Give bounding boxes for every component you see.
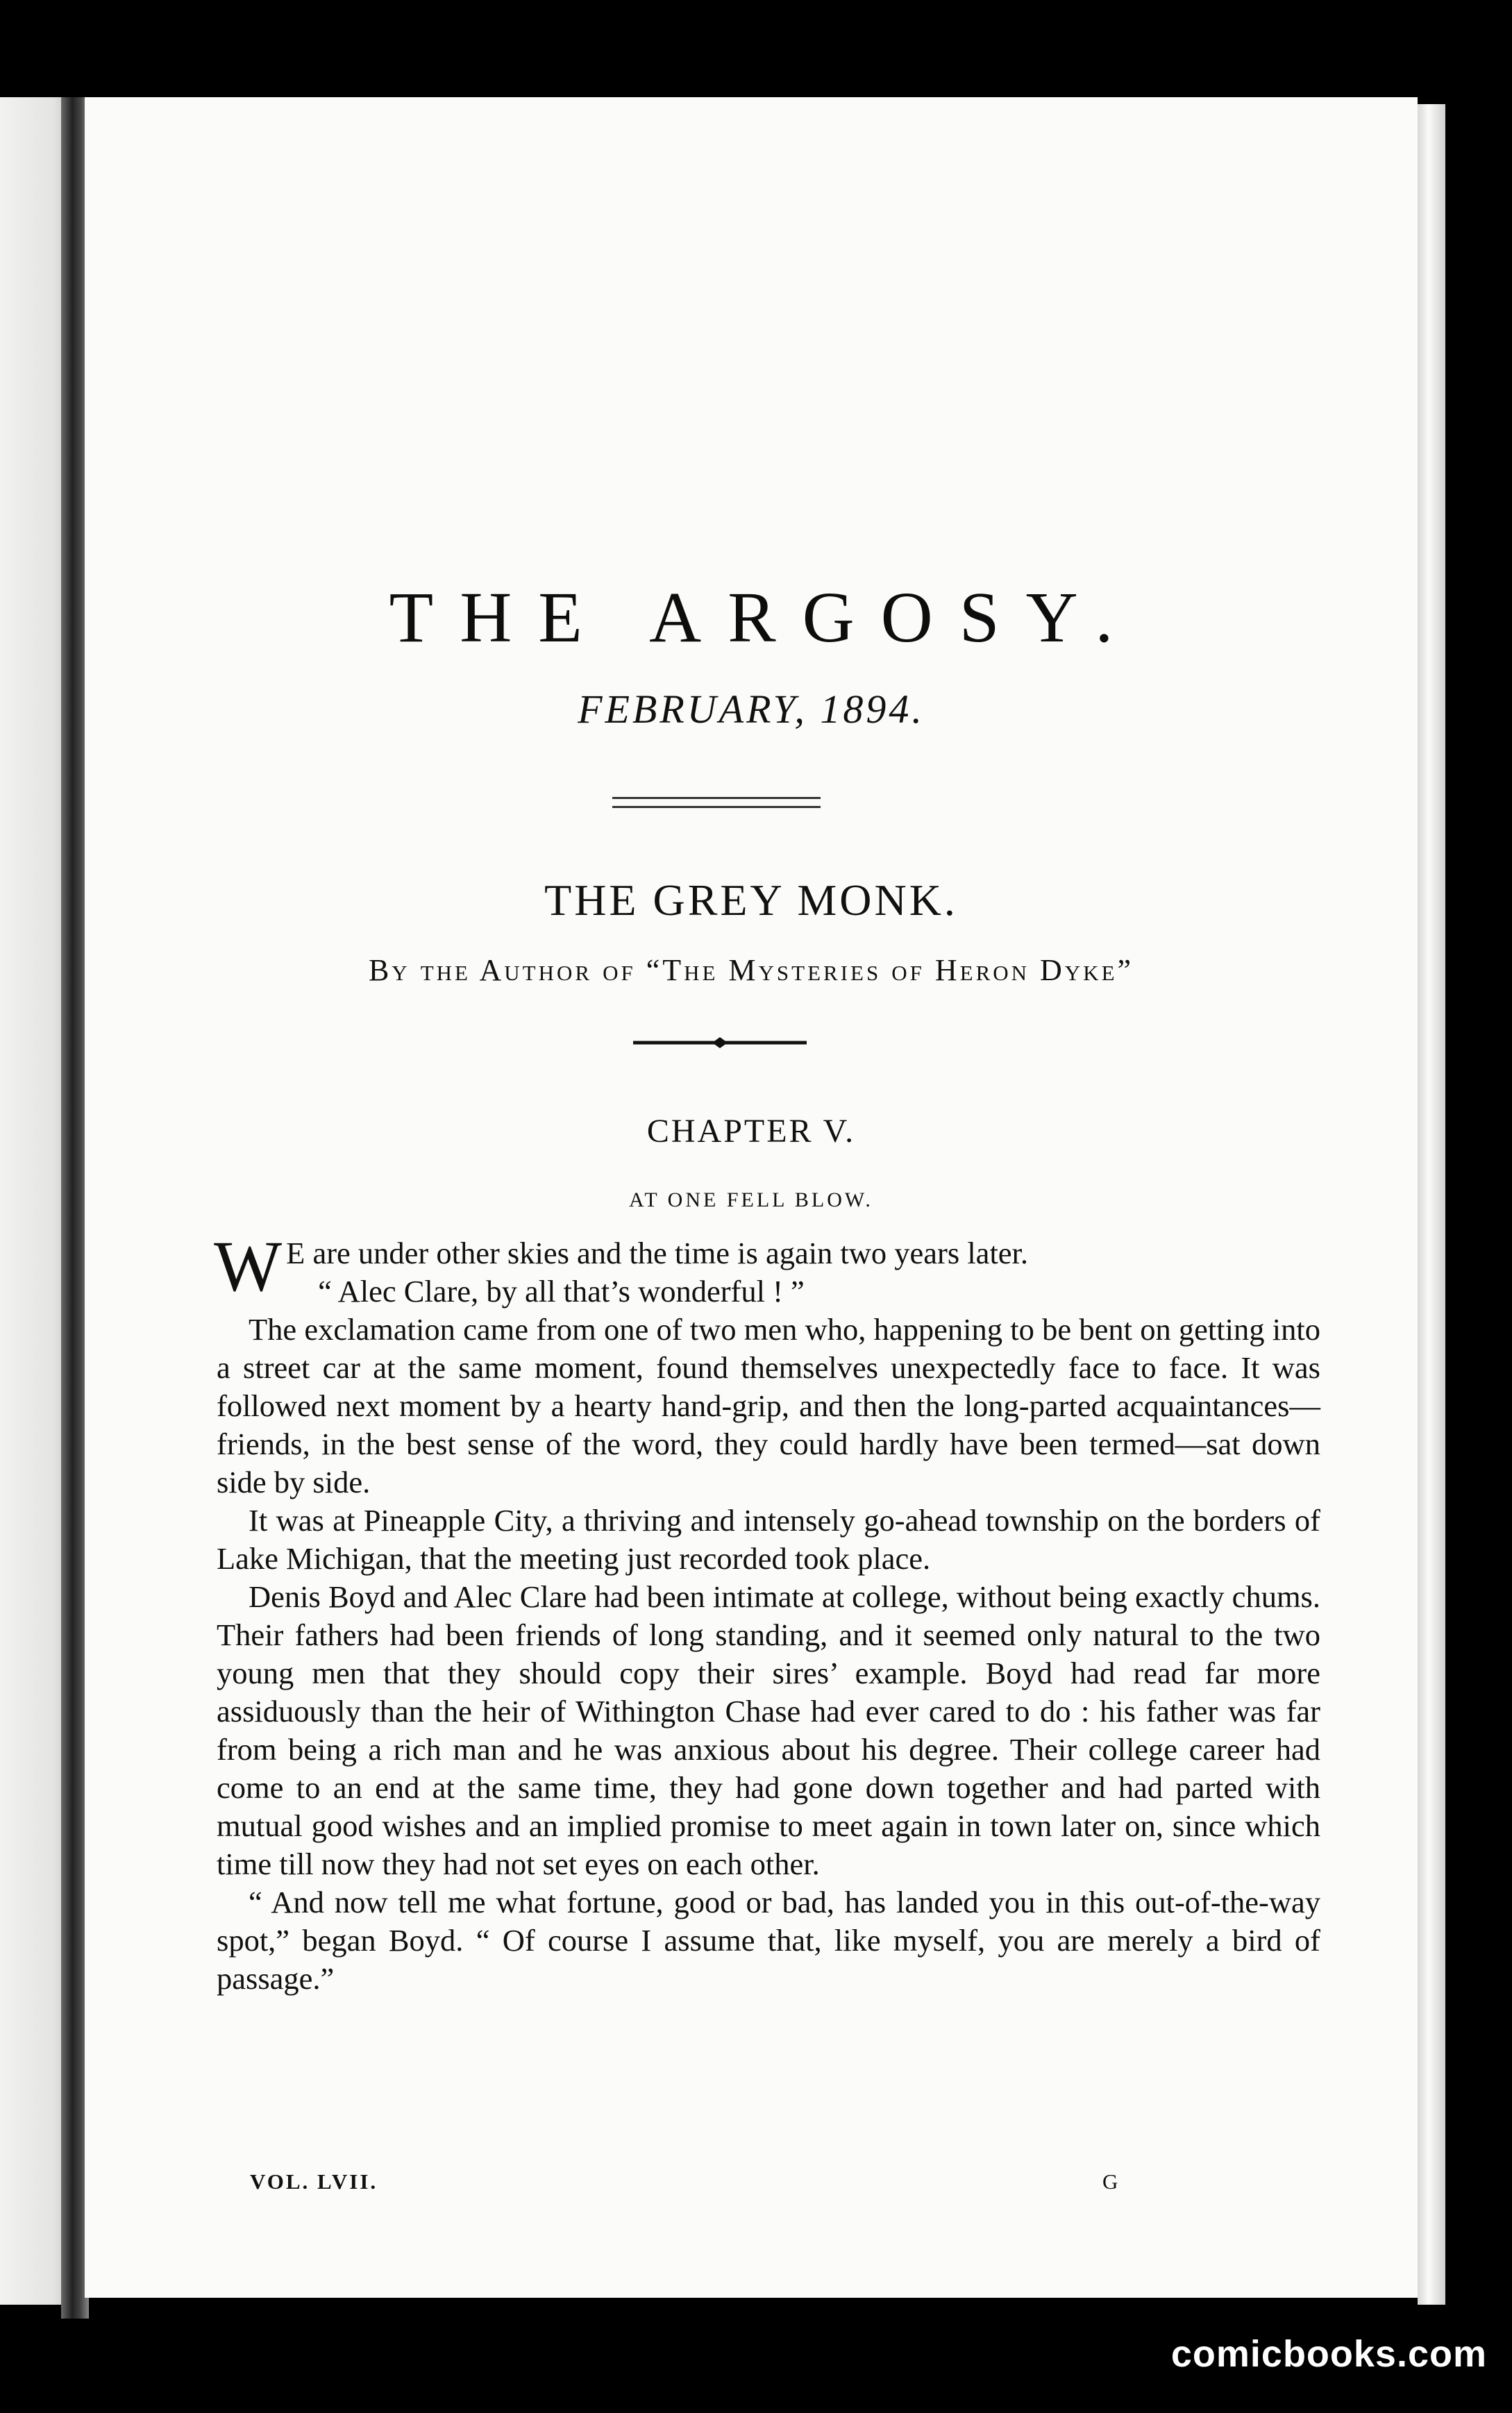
double-rule-divider <box>612 797 821 808</box>
story-title: THE GREY MONK. <box>544 875 958 925</box>
site-watermark: comicbooks.com <box>1170 2333 1487 2375</box>
paragraph: “ Alec Clare, by all that’s wonderful ! ” <box>318 1274 805 1309</box>
volume-number: VOL. LVII. <box>250 2169 378 2194</box>
magazine-page <box>85 97 1418 2298</box>
paragraph-text: E are under other skies and the time is again two years later. <box>286 1236 1029 1270</box>
paragraph: The exclamation came from one of two men who, happening to be bent on getting into a street car at the same moment, found themselves unexpectedly face to face. It was followed next moment by a hearty hand-grip, and then the long-parted acquaintances—friends, in the best sense of the word, they could hardly have been termed—sat down side by side. <box>217 1312 1320 1499</box>
chapter-heading: CHAPTER V. <box>646 1113 856 1150</box>
issue-date: FEBRUARY, 1894. <box>578 687 925 732</box>
signature-mark: G <box>1102 2169 1118 2194</box>
paragraph: “ And now tell me what fortune, good or bad, has landed you in this out-of-the-way spot,” began Boyd. “ Of course I assume that, like myself, you are merely a bird of passage.” <box>217 1885 1320 1996</box>
body-text <box>214 1227 1320 1998</box>
right-page-edge <box>1418 104 1445 2305</box>
paragraph: It was at Pineapple City, a thriving and intensely go-ahead township on the borders of Lake Michigan, that the meeting just recorded took place. <box>217 1503 1320 1576</box>
paragraph: Denis Boyd and Alec Clare had been intimate at college, without being exactly chums. Their fathers had been friends of long standing, and it seemed only natural to the two young men that they should copy their sires’ example. Boyd had read far more assiduously than the heir of Withington Chase had ever cared to do : his father was far from being a rich man and he was anxious about his degree. Their college career had come to an end at the same time, they had gone down together and had parted with mutual good wishes and an implied promise to meet again in town later on, since which time till now they had not set eyes on each other. <box>217 1579 1320 1881</box>
chapter-subtitle: AT ONE FELL BLOW. <box>629 1188 873 1211</box>
ornamental-divider <box>633 1034 807 1051</box>
page-content <box>85 97 1418 2298</box>
magazine-title: THE ARGOSY. <box>389 578 1140 657</box>
drop-cap: W <box>214 1227 283 1306</box>
story-byline: By the Author of “The Mysteries of Heron Dyke” <box>368 953 1134 987</box>
